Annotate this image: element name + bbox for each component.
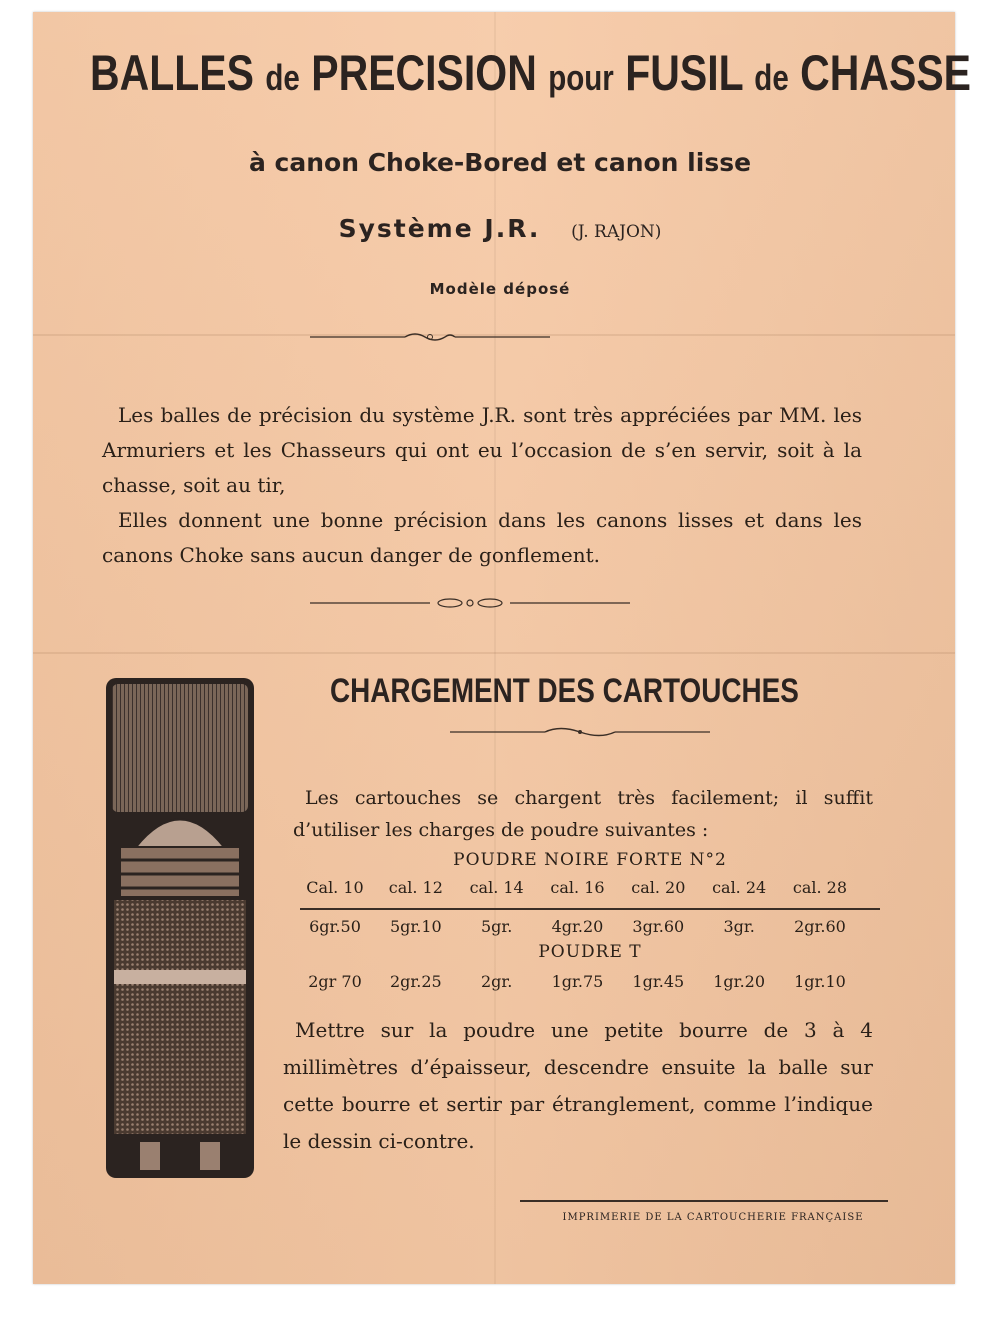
section-title: CHARGEMENT DES CARTOUCHES [330,672,799,710]
charge-cell: 1gr.75 [551,972,604,991]
system-name: Système J.R. [338,214,541,243]
system-line [0,214,1000,243]
title-word: de [265,57,300,98]
title-word: CHASSE [800,45,972,101]
title-word: de [754,57,789,98]
table-rule [300,908,880,910]
subtitle: à canon Choke-Bored et canon lisse [248,148,752,177]
intro-paragraph: Les balles de précision du système J.R. sont très appréciées par MM. les Armuriers et les Chasseurs qui ont eu l’occasion de s’en servir, soit à la chasse, soit au tir, [102,403,862,497]
charge-cell: 6gr.50 [309,917,361,936]
caliber-header-row [295,878,860,897]
ornament-divider-icon [310,595,630,611]
document-title [90,44,972,102]
charge-cell: 2gr.60 [794,917,846,936]
powder1-values-row [295,917,860,936]
title-word: BALLES [90,45,254,101]
ornament-divider-icon [310,330,550,344]
closing-text: Mettre sur la poudre une petite bourre de 3 à 4 millimètres d’épaisseur, descendre ensuite la balle sur cette bourre et sertir par étranglement, comme l’indique le dessin ci-contre. [283,1018,873,1153]
charge-cell: 3gr. [723,917,755,936]
caliber-cell: cal. 24 [712,878,767,897]
caliber-cell: cal. 28 [792,878,848,897]
intro-paragraph: Elles donnent une bonne précision dans les canons lisses et dans les canons Choke sans aucun danger de gonflement. [102,508,862,567]
title-word: FUSIL [625,45,743,101]
charge-cell: 4gr.20 [551,917,604,936]
caliber-cell: cal. 16 [550,878,605,897]
charge-cell: 5gr.10 [389,917,442,936]
powder-label: POUDRE NOIRE FORTE N°2 [453,850,727,870]
charge-cell: 5gr. [480,917,513,936]
caliber-cell: cal. 12 [388,878,443,897]
model-note: Modèle déposé [429,280,571,298]
printer-credit: IMPRIMERIE DE LA CARTOUCHERIE FRANÇAISE [562,1212,864,1223]
powder2-values-row [295,972,860,991]
title-word: pour [548,57,614,98]
charge-cell: 1gr.10 [794,972,846,991]
footer-rule [520,1200,888,1202]
loading-intro [293,782,873,846]
charge-cell: 1gr.20 [713,972,766,991]
powder-label: POUDRE T [538,942,642,962]
closing-instructions [283,1012,873,1160]
charge-cell: 2gr.25 [389,972,442,991]
charge-cell: 2gr. [480,972,513,991]
ornament-divider-icon [450,725,710,739]
caliber-cell: Cal. 10 [306,878,364,897]
intro-text [102,398,862,573]
charge-cell: 2gr 70 [308,972,362,991]
caliber-cell: cal. 20 [631,878,686,897]
system-note: (J. RAJON) [571,222,662,242]
charge-cell: 3gr.60 [632,917,685,936]
cartridge-cross-section-illustration [100,672,260,1182]
title-word: PRECISION [311,45,537,101]
loading-intro-text: Les cartouches se chargent très facilement; il suffit d’utiliser les charges de poudre suivantes : [293,787,873,841]
charge-cell: 1gr.45 [632,972,685,991]
caliber-cell: cal. 14 [469,878,524,897]
